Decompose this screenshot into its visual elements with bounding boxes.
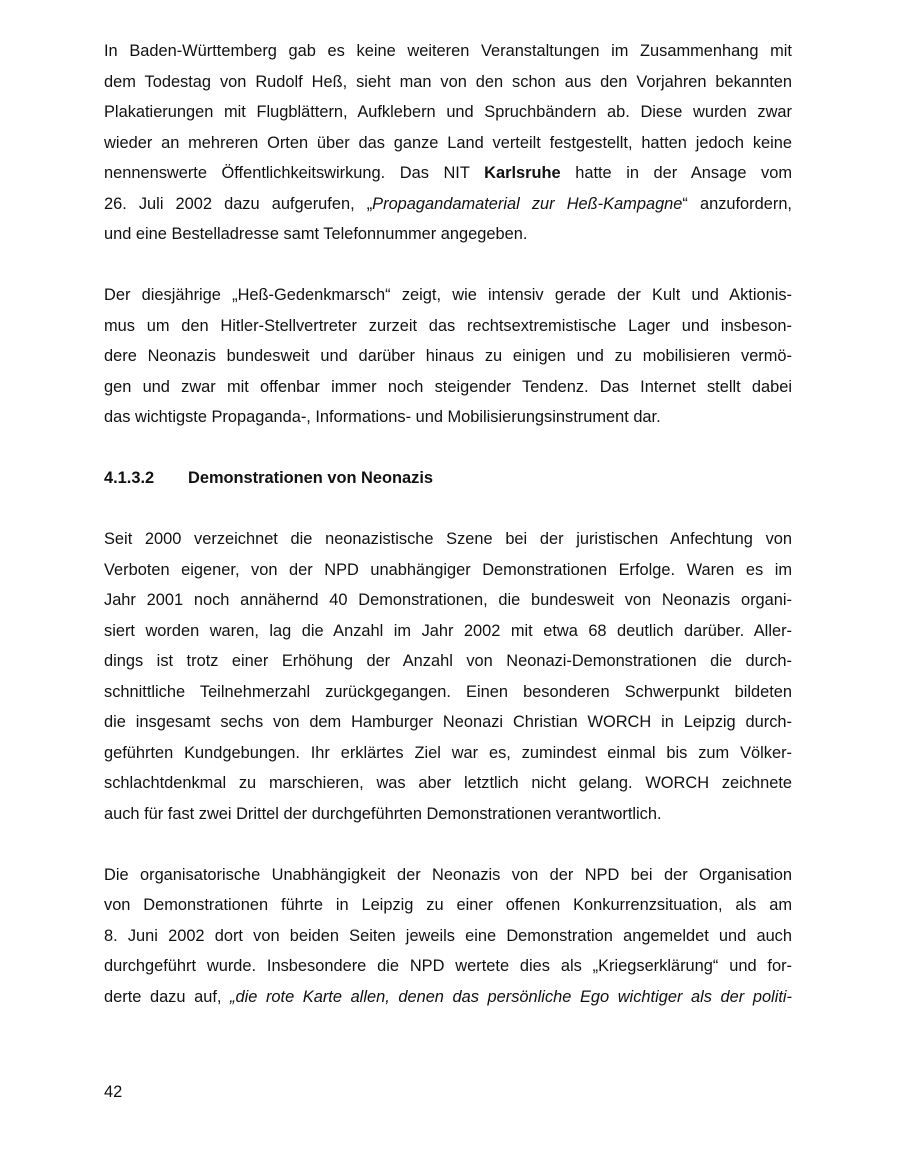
paragraph-spacer	[104, 250, 792, 281]
italic-quote: Propagandamaterial zur Heß-Kampagne	[372, 194, 683, 213]
paragraph-hess-gedenkmarsch	[104, 280, 792, 433]
paragraph-hess-baden-wuerttemberg	[104, 36, 792, 250]
text-line: Die organisatorische Unabhängigkeit der Neonazis von der NPD bei der Organisation	[104, 865, 792, 884]
italic-quote: „die rote Karte allen, denen das persönliche Ego wichtiger als der politi-	[230, 987, 792, 1006]
text-run: hatte in der Ansage vom	[560, 164, 792, 182]
text-line: dings ist trotz einer Erhöhung der Anzahl von Neonazi-Demonstrationen die durch-	[104, 652, 792, 670]
text-line: Plakatierungen mit Flugblättern, Aufklebern und Spruchbändern ab. Diese wurden zwar	[104, 103, 792, 121]
text-line: das wichtigste Propaganda-, Informations- und Mobilisierungsinstrument dar.	[104, 408, 661, 426]
paragraph-konkurrenz-leipzig	[104, 860, 792, 1013]
text-line: dere Neonazis bundesweit und darüber hinaus zu einigen und zu mobilisieren vermö-	[104, 347, 792, 365]
text-line: Der diesjährige „Heß-Gedenkmarsch“ zeigt, wie intensiv gerade der Kult und Aktionis-	[104, 286, 792, 304]
paragraph-demonstrationen	[104, 524, 792, 829]
text-line: geführten Kundgebungen. Ihr erklärtes Ziel war es, zumindest einmal bis zum Völker-	[104, 743, 792, 762]
text-line: siert worden waren, lag die Anzahl im Jahr 2002 mit etwa 68 deutlich darüber. Aller-	[104, 621, 792, 640]
text-line: die insgesamt sechs von dem Hamburger Neonazi Christian WORCH in Leipzig durch-	[104, 713, 792, 731]
section-title: Demonstrationen von Neonazis	[188, 469, 433, 487]
text-line: dem Todestag von Rudolf Heß, sieht man von den schon aus den Vorjahren bekannten	[104, 72, 792, 91]
text-line: wieder an mehreren Orten über das ganze Land verteilt festgestellt, hatten jedoch keine	[104, 133, 792, 152]
text-run: nennenswerte Öffentlichkeitswirkung. Das NIT	[104, 164, 485, 182]
text-run: “ anzufordern,	[682, 194, 792, 213]
document-page	[104, 36, 792, 1012]
text-line: schnittliche Teilnehmerzahl zurückgegangen. Einen besonderen Schwerpunkt bildeten	[104, 682, 792, 701]
section-heading	[104, 463, 792, 494]
text-line: Seit 2000 verzeichnet die neonazistische Szene bei der juristischen Anfechtung von	[104, 530, 792, 548]
page-number: 42	[104, 1083, 123, 1101]
paragraph-spacer	[104, 829, 792, 860]
text-line: von Demonstrationen führte in Leipzig zu einer offenen Konkurrenzsituation, als am	[104, 896, 792, 914]
text-line	[104, 982, 792, 1013]
text-line	[104, 189, 792, 220]
text-line: und eine Bestelladresse samt Telefonnummer angegeben.	[104, 225, 528, 243]
text-line: durchgeführt wurde. Insbesondere die NPD wertete dies als „Kriegserklärung“ und for-	[104, 957, 792, 975]
text-line: Jahr 2001 noch annähernd 40 Demonstrationen, die bundesweit von Neonazis organi-	[104, 591, 792, 609]
bold-place-name: Karlsruhe	[484, 164, 561, 182]
paragraph-spacer	[104, 433, 792, 464]
text-line: auch für fast zwei Drittel der durchgeführten Demonstrationen verantwortlich.	[104, 804, 662, 823]
text-line: mus um den Hitler-Stellvertreter zurzeit das rechtsextremistische Lager und insbeson-	[104, 316, 792, 335]
paragraph-spacer	[104, 494, 792, 525]
text-line	[104, 158, 792, 189]
section-number: 4.1.3.2	[104, 469, 155, 487]
text-line: Verboten eigener, von der NPD unabhängiger Demonstrationen Erfolge. Waren es im	[104, 560, 792, 579]
text-line: 8. Juni 2002 dort von beiden Seiten jeweils eine Demonstration angemeldet und auch	[104, 926, 792, 945]
text-line: gen und zwar mit offenbar immer noch steigender Tendenz. Das Internet stellt dabei	[104, 377, 792, 396]
text-line: schlachtdenkmal zu marschieren, was aber letztlich nicht gelang. WORCH zeichnete	[104, 774, 792, 792]
text-run: 26. Juli 2002 dazu aufgerufen, „	[104, 194, 373, 213]
text-line: In Baden-Württemberg gab es keine weiteren Veranstaltungen im Zusammenhang mit	[104, 42, 792, 60]
text-run: derte dazu auf,	[104, 987, 231, 1006]
